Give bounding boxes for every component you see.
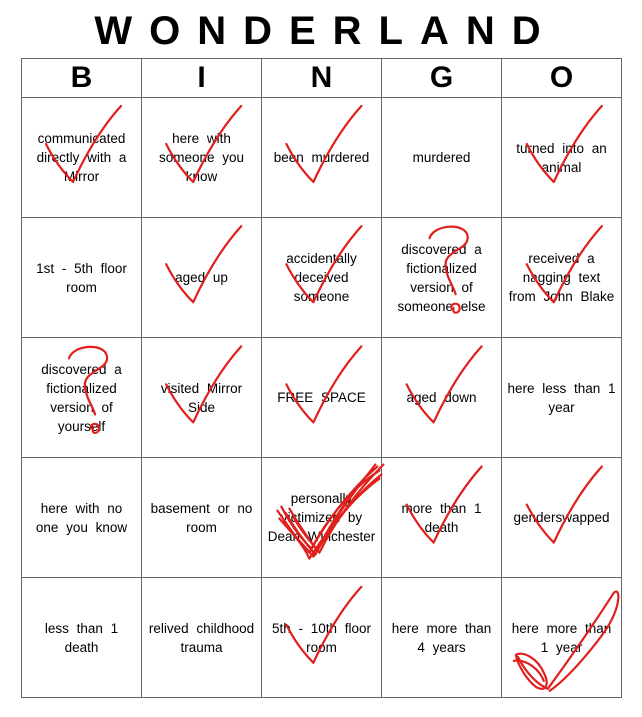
bingo-card: [21, 58, 622, 698]
cell-label: communicated directly with a Mirror: [36, 131, 127, 184]
cell-label: been murdered: [273, 150, 370, 165]
bingo-cell[interactable]: [262, 218, 382, 338]
bingo-cell[interactable]: [142, 218, 262, 338]
bingo-header-row: [22, 59, 622, 98]
bingo-cell[interactable]: [382, 578, 502, 698]
bingo-cell[interactable]: [142, 458, 262, 578]
header-letter-n: N: [262, 59, 382, 98]
cell-label: here more than 1 year: [511, 620, 612, 655]
bingo-cell[interactable]: [22, 458, 142, 578]
cell-label: FREE SPACE: [277, 390, 366, 405]
bingo-cell[interactable]: [262, 458, 382, 578]
bingo-row: [22, 338, 622, 458]
cell-label: here with no one you know: [35, 500, 128, 535]
page-title: WONDERLAND: [94, 9, 558, 53]
bingo-cell[interactable]: [502, 578, 622, 698]
header-letter-b: B: [22, 59, 142, 98]
bingo-cell[interactable]: [382, 98, 502, 218]
cell-label: discovered a fictionalized version of yourself: [41, 361, 122, 434]
bingo-cell[interactable]: [22, 218, 142, 338]
cell-label: here less than 1 year: [507, 380, 616, 415]
header-letter-i: I: [142, 59, 262, 98]
cell-label: aged down: [406, 390, 477, 405]
cell-label: basement or no room: [150, 500, 253, 535]
bingo-cell[interactable]: [142, 578, 262, 698]
cell-label: visited Mirror Side: [160, 380, 243, 415]
cell-label: genderswapped: [513, 510, 610, 525]
cell-label: aged up: [175, 270, 228, 285]
cell-label: relived childhood trauma: [148, 620, 255, 655]
cell-label: here more than 4 years: [391, 620, 492, 655]
cell-label: turned into an animal: [516, 140, 607, 175]
free-space-cell[interactable]: [262, 338, 382, 458]
cell-label: personally victimized by Dean Winchester: [267, 491, 376, 544]
bingo-cell[interactable]: [142, 338, 262, 458]
cell-label: received a nagging text from John Blake: [508, 251, 615, 304]
bingo-row: [22, 218, 622, 338]
cell-label: murdered: [412, 150, 471, 165]
bingo-row: [22, 578, 622, 698]
bingo-cell[interactable]: [502, 458, 622, 578]
bingo-cell[interactable]: [22, 98, 142, 218]
cell-label: discovered a fictionalized version of someone else: [397, 241, 486, 314]
bingo-cell[interactable]: [142, 98, 262, 218]
bingo-cell[interactable]: [502, 338, 622, 458]
bingo-cell[interactable]: [382, 458, 502, 578]
cell-label: less than 1 death: [44, 620, 119, 655]
header-letter-g: G: [382, 59, 502, 98]
bingo-cell[interactable]: [262, 98, 382, 218]
cell-label: 1st - 5th floor room: [36, 260, 127, 295]
bingo-cell[interactable]: [382, 218, 502, 338]
bingo-row: [22, 458, 622, 578]
bingo-cell[interactable]: [22, 578, 142, 698]
bingo-cell[interactable]: [382, 338, 502, 458]
cell-label: here with someone you know: [158, 131, 245, 184]
cell-label: accidentally deceived someone: [286, 251, 357, 304]
bingo-cell[interactable]: [262, 578, 382, 698]
cell-label: more than 1 death: [401, 500, 482, 535]
bingo-row: [22, 98, 622, 218]
bingo-cell[interactable]: [502, 218, 622, 338]
bingo-cell[interactable]: [22, 338, 142, 458]
cell-label: 5th - 10th floor room: [271, 620, 372, 655]
header-letter-o: O: [502, 59, 622, 98]
bingo-cell[interactable]: [502, 98, 622, 218]
